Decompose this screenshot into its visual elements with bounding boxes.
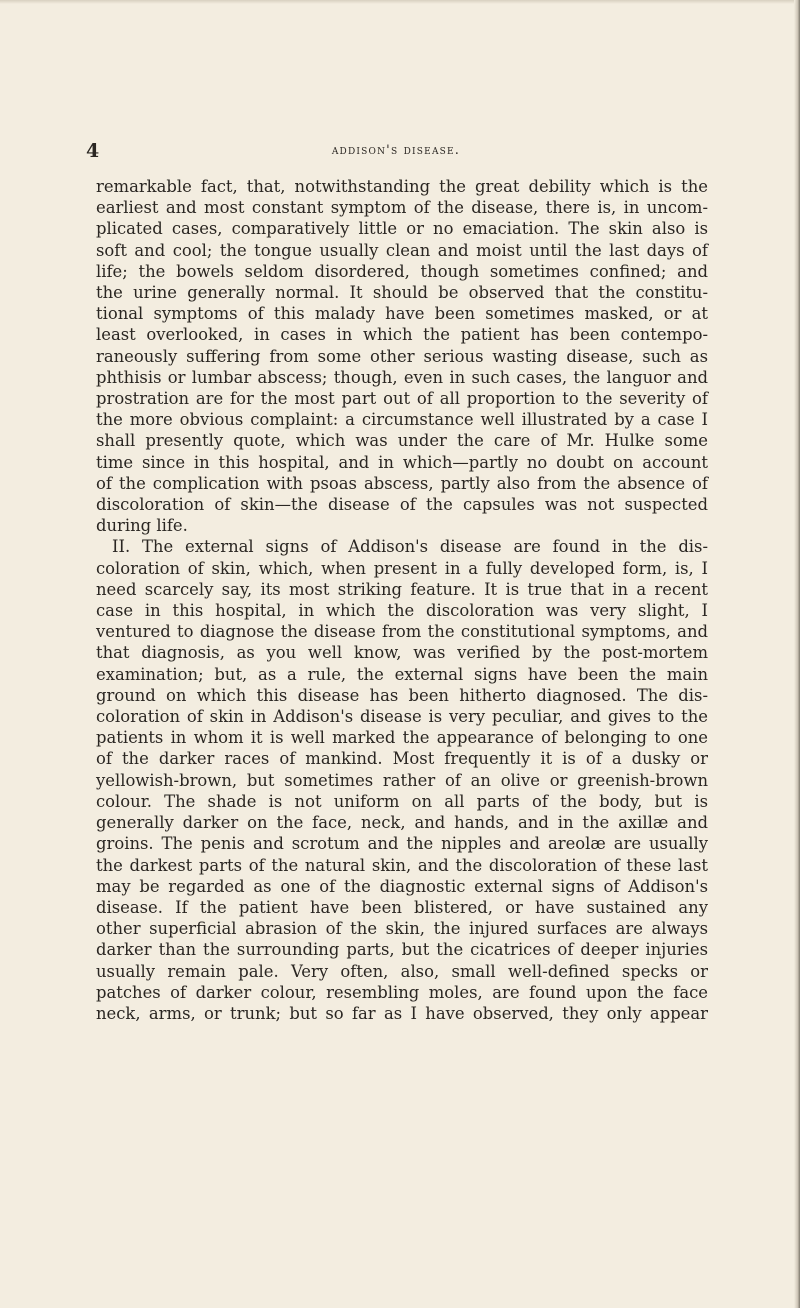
text-line: patients in whom it is well marked the appearance of belonging to one xyxy=(96,728,708,748)
scan-edge-shadow xyxy=(794,0,800,1308)
text-line: examination; but, as a rule, the external signs have been the main xyxy=(96,664,708,684)
scan-top-shadow xyxy=(0,0,800,4)
text-line: II. The external signs of Addison's disease are found in the dis- xyxy=(112,537,708,557)
text-line: time since in this hospital, and in which—partly no doubt on account xyxy=(96,452,708,472)
text-line: shall presently quote, which was under the care of Mr. Hulke some xyxy=(96,431,708,451)
text-line: ground on which this disease has been hitherto diagnosed. The dis- xyxy=(96,685,708,705)
text-line: need scarcely say, its most striking feature. It is true that in a recent xyxy=(96,579,708,599)
text-line: disease. If the patient have been blistered, or have sustained any xyxy=(96,897,708,917)
text-line: other superficial abrasion of the skin, the injured surfaces are always xyxy=(96,919,708,939)
text-line: phthisis or lumbar abscess; though, even in such cases, the languor and xyxy=(96,367,708,387)
page-header xyxy=(86,140,706,166)
text-line: soft and cool; the tongue usually clean and moist until the last days of xyxy=(96,240,708,260)
text-line: raneously suffering from some other serious wasting disease, such as xyxy=(96,346,708,366)
text-line: darker than the surrounding parts, but the cicatrices of deeper injuries xyxy=(96,940,708,960)
text-line: coloration of skin, which, when present in a fully developed form, is, I xyxy=(96,558,708,578)
body-text xyxy=(96,176,708,1024)
text-line: plicated cases, comparatively little or no emaciation. The skin also is xyxy=(96,219,708,239)
text-line: coloration of skin in Addison's disease is very peculiar, and gives to the xyxy=(96,707,708,727)
text-line: tional symptoms of this malady have been sometimes masked, or at xyxy=(96,304,708,324)
text-line: prostration are for the most part out of all proportion to the severity of xyxy=(96,389,708,409)
text-line: least overlooked, in cases in which the patient has been contempo- xyxy=(96,325,708,345)
text-line: life; the bowels seldom disordered, though sometimes confined; and xyxy=(96,261,708,281)
running-head: addison's disease. xyxy=(331,143,461,158)
text-line: usually remain pale. Very often, also, small well-defined specks or xyxy=(96,961,708,981)
paragraph xyxy=(96,176,708,536)
page-number: 4 xyxy=(86,140,100,162)
text-line: earliest and most constant symptom of the disease, there is, in uncom- xyxy=(96,198,708,218)
text-line: of the darker races of mankind. Most frequently it is of a dusky or xyxy=(96,749,708,769)
text-line: groins. The penis and scrotum and the nipples and areolæ are usually xyxy=(96,834,708,854)
text-line: the darkest parts of the natural skin, and the discoloration of these last xyxy=(96,855,708,875)
text-line: the more obvious complaint: a circumstance well illustrated by a case I xyxy=(96,410,708,430)
text-line: that diagnosis, as you well know, was verified by the post-mortem xyxy=(96,643,708,663)
text-line: discoloration of skin—the disease of the capsules was not suspected xyxy=(96,495,708,515)
text-line: during life. xyxy=(96,516,188,536)
text-line: remarkable fact, that, notwithstanding the great debility which is the xyxy=(96,177,708,196)
text-line: generally darker on the face, neck, and hands, and in the axillæ and xyxy=(96,813,708,833)
text-line: neck, arms, or trunk; but so far as I have observed, they only appear xyxy=(96,1003,708,1023)
paragraph xyxy=(96,536,708,1024)
text-line: colour. The shade is not uniform on all parts of the body, but is xyxy=(96,791,708,811)
text-line: yellowish-brown, but sometimes rather of an olive or greenish-brown xyxy=(96,770,708,790)
text-line: may be regarded as one of the diagnostic external signs of Addison's xyxy=(96,876,708,896)
text-line: of the complication with psoas abscess, partly also from the absence of xyxy=(96,473,708,493)
text-line: the urine generally normal. It should be observed that the constitu- xyxy=(96,283,708,303)
text-line: case in this hospital, in which the discoloration was very slight, I xyxy=(96,601,708,621)
text-line: ventured to diagnose the disease from the constitutional symptoms, and xyxy=(96,622,708,642)
text-line: patches of darker colour, resembling moles, are found upon the face xyxy=(96,982,708,1002)
